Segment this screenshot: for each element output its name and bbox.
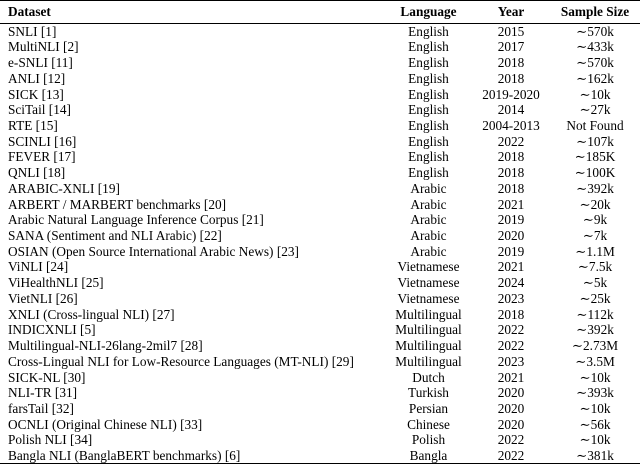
cell-language: Persian <box>408 400 449 416</box>
cell-sample-size: ∼5k <box>582 275 608 291</box>
table-row <box>0 102 640 118</box>
table-body <box>0 24 640 464</box>
table-row <box>0 369 640 385</box>
cell-dataset: ARABIC-XNLI [19] <box>8 180 120 196</box>
cell-sample-size: ∼10k <box>579 432 611 448</box>
table-row <box>0 228 640 244</box>
cell-dataset: Bangla NLI (BanglaBERT benchmarks) [6] <box>0 448 385 464</box>
cell-language: Arabic <box>410 243 447 259</box>
cell-dataset: Arabic Natural Language Inference Corpus [21] <box>8 212 264 228</box>
cell-dataset: Polish NLI [34] <box>8 432 93 448</box>
cell-year: 2018 <box>497 180 525 196</box>
header-dataset: Dataset <box>0 1 385 24</box>
table-row <box>0 244 640 260</box>
header-language: Language <box>385 1 472 24</box>
cell-year: 2019 <box>497 212 525 228</box>
cell-dataset: SICK-NL [30] <box>8 369 86 385</box>
cell-dataset: SANA (Sentiment and NLI Arabic) [22] <box>8 228 222 244</box>
cell-dataset: ANLI [12] <box>8 70 66 86</box>
cell-year: 2017 <box>497 39 525 55</box>
table-row <box>0 338 640 354</box>
cell-sample-size: ∼25k <box>579 290 611 306</box>
cell-language: Vietnamese <box>397 290 460 306</box>
cell-year: 2018 <box>497 165 525 181</box>
cell-language: Vietnamese <box>397 259 460 275</box>
table-row <box>0 134 640 150</box>
cell-year: 2014 <box>497 102 525 118</box>
cell-dataset: OSIAN (Open Source International Arabic News) [23] <box>8 243 299 259</box>
cell-sample-size: ∼112k <box>576 306 614 322</box>
cell-language: English <box>408 39 449 55</box>
table-row <box>0 275 640 291</box>
cell-sample-size: ∼7.5k <box>577 259 613 275</box>
table-row <box>0 55 640 71</box>
cell-year: 2020 <box>497 416 525 432</box>
cell-year: 2022 <box>497 432 525 448</box>
cell-language: Chinese <box>407 416 450 432</box>
table-row <box>0 385 640 401</box>
cell-sample-size: ∼392k <box>576 180 614 196</box>
cell-dataset: ViHealthNLI [25] <box>8 275 104 291</box>
table-header <box>0 1 640 24</box>
cell-sample-size: ∼100K <box>574 165 616 181</box>
table-row <box>0 181 640 197</box>
cell-sample-size: ∼433k <box>576 39 614 55</box>
cell-language: English <box>408 23 449 39</box>
cell-sample-size: ∼56k <box>579 416 611 432</box>
cell-sample-size: ∼9k <box>582 212 608 228</box>
cell-year: 2004-2013 <box>482 118 540 134</box>
cell-year: 2023 <box>497 353 525 369</box>
cell-dataset: RTE [15] <box>8 118 58 134</box>
cell-year: 2020 <box>497 385 525 401</box>
table-row <box>0 149 640 165</box>
cell-dataset: ViNLI [24] <box>8 259 69 275</box>
cell-sample-size: ∼162k <box>576 70 614 86</box>
cell-year: 2018 <box>497 306 525 322</box>
table-row <box>0 86 640 102</box>
cell-dataset: SICK [13] <box>8 86 64 102</box>
cell-language: English <box>408 149 449 165</box>
cell-dataset: QNLI [18] <box>8 165 66 181</box>
cell-language: English <box>408 133 449 149</box>
cell-language: English <box>408 102 449 118</box>
cell-language: Arabic <box>410 180 447 196</box>
cell-sample-size: ∼10k <box>579 400 611 416</box>
cell-year: 2018 <box>497 55 525 71</box>
cell-year: 2015 <box>497 23 525 39</box>
cell-dataset: OCNLI (Original Chinese NLI) [33] <box>8 416 203 432</box>
cell-dataset: INDICXNLI [5] <box>8 322 96 338</box>
cell-sample-size: ∼392k <box>576 322 614 338</box>
cell-language: English <box>408 165 449 181</box>
cell-dataset: Cross-Lingual NLI for Low-Resource Languages (MT-NLI) [29] <box>8 353 354 369</box>
table-row <box>0 291 640 307</box>
header-row <box>0 1 640 24</box>
cell-year: 2022 <box>472 448 550 464</box>
cell-year: 2021 <box>497 369 525 385</box>
cell-sample-size: ∼107k <box>576 133 614 149</box>
cell-language: Bangla <box>385 448 472 464</box>
table-row <box>0 416 640 432</box>
cell-sample-size: Not Found <box>566 118 624 134</box>
cell-year: 2018 <box>497 70 525 86</box>
cell-language: Multilingual <box>395 322 462 338</box>
table-row <box>0 448 640 464</box>
table-row <box>0 165 640 181</box>
cell-year: 2022 <box>497 133 525 149</box>
cell-dataset: e-SNLI [11] <box>8 55 73 71</box>
table-row <box>0 432 640 448</box>
table-row <box>0 196 640 212</box>
cell-language: Arabic <box>410 228 447 244</box>
cell-dataset: SciTail [14] <box>8 102 71 118</box>
cell-year: 2023 <box>497 290 525 306</box>
cell-language: English <box>408 55 449 71</box>
table-row <box>0 212 640 228</box>
cell-sample-size: ∼3.5M <box>575 353 615 369</box>
cell-year: 2018 <box>497 149 525 165</box>
table-row <box>0 306 640 322</box>
header-sample-size: Sample Size <box>550 1 640 24</box>
cell-dataset: ARBERT / MARBERT benchmarks [20] <box>8 196 227 212</box>
cell-language: English <box>408 86 449 102</box>
cell-sample-size: ∼10k <box>579 86 611 102</box>
cell-sample-size: ∼27k <box>579 102 611 118</box>
table-row <box>0 259 640 275</box>
cell-dataset: Multilingual-NLI-26lang-2mil7 [28] <box>8 338 203 354</box>
cell-sample-size: ∼10k <box>579 369 611 385</box>
cell-dataset: SNLI [1] <box>8 23 57 39</box>
cell-year: 2019 <box>497 243 525 259</box>
cell-year: 2024 <box>497 275 525 291</box>
cell-sample-size: ∼7k <box>582 228 608 244</box>
cell-sample-size: ∼2.73M <box>571 338 619 354</box>
cell-year: 2021 <box>497 259 525 275</box>
table-row <box>0 39 640 55</box>
table-row <box>0 401 640 417</box>
cell-sample-size: ∼570k <box>576 55 614 71</box>
cell-year: 2022 <box>497 338 525 354</box>
cell-year: 2020 <box>497 228 525 244</box>
cell-sample-size: ∼185K <box>574 149 616 165</box>
cell-language: Multilingual <box>395 353 462 369</box>
cell-sample-size: ∼570k <box>576 23 614 39</box>
cell-language: Vietnamese <box>397 275 460 291</box>
cell-dataset: VietNLI [26] <box>8 290 78 306</box>
cell-dataset: MultiNLI [2] <box>8 39 79 55</box>
cell-language: Multilingual <box>395 306 462 322</box>
cell-language: Polish <box>411 432 446 448</box>
cell-sample-size: ∼381k <box>550 448 640 464</box>
cell-sample-size: ∼20k <box>579 196 611 212</box>
cell-dataset: FEVER [17] <box>8 149 76 165</box>
table-row <box>0 322 640 338</box>
cell-language: Arabic <box>410 212 447 228</box>
header-year: Year <box>472 1 550 24</box>
cell-sample-size: ∼1.1M <box>575 243 615 259</box>
table-row <box>0 24 640 40</box>
cell-year: 2019-2020 <box>482 86 540 102</box>
cell-language: English <box>408 118 449 134</box>
table-row <box>0 118 640 134</box>
cell-year: 2022 <box>497 322 525 338</box>
cell-language: Dutch <box>412 369 445 385</box>
cell-year: 2021 <box>497 196 525 212</box>
cell-language: Turkish <box>408 385 449 401</box>
cell-dataset: SCINLI [16] <box>8 133 77 149</box>
cell-language: Multilingual <box>395 338 462 354</box>
cell-year: 2020 <box>497 400 525 416</box>
cell-sample-size: ∼393k <box>576 385 614 401</box>
table-row <box>0 71 640 87</box>
cell-language: English <box>408 70 449 86</box>
cell-dataset: XNLI (Cross-lingual NLI) [27] <box>8 306 175 322</box>
cell-language: Arabic <box>410 196 447 212</box>
table-row <box>0 354 640 370</box>
cell-dataset: NLI-TR [31] <box>8 385 78 401</box>
cell-dataset: farsTail [32] <box>8 400 74 416</box>
